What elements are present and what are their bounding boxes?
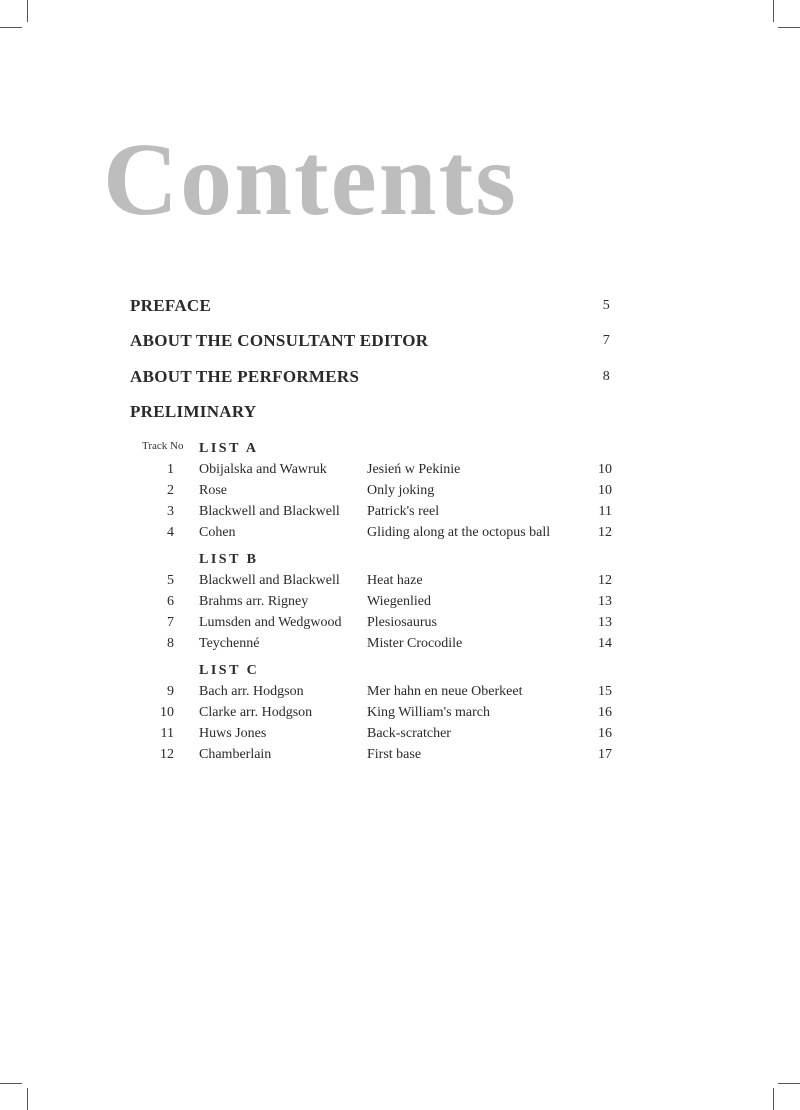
crop-mark <box>0 1083 22 1084</box>
toc-entry-preface[interactable] <box>130 296 610 316</box>
composer: Teychenné <box>199 636 260 651</box>
piece-title: Heat haze <box>367 573 423 588</box>
crop-mark <box>778 1083 800 1084</box>
track-number: 11 <box>160 726 174 741</box>
composer: Blackwell and Blackwell <box>199 504 340 519</box>
crop-mark <box>27 1088 28 1110</box>
crop-mark <box>778 27 800 28</box>
toc-entry-label: ABOUT THE PERFORMERS <box>130 367 360 386</box>
track-number: 7 <box>167 615 174 630</box>
piece-title: Wiegenlied <box>367 594 431 609</box>
piece-title: Jesień w Pekinie <box>367 462 461 477</box>
toc-page-number: 7 <box>602 333 610 348</box>
page-number: 10 <box>598 483 612 498</box>
track-number: 1 <box>167 462 174 477</box>
composer: Rose <box>199 483 227 498</box>
list-heading: LIST A <box>199 441 259 456</box>
page-number: 15 <box>598 684 612 699</box>
page-number: 13 <box>598 615 612 630</box>
toc-entry-consultant-editor[interactable] <box>130 331 610 351</box>
track-row[interactable] <box>130 726 612 746</box>
page-number: 13 <box>598 594 612 609</box>
track-number: 5 <box>167 573 174 588</box>
toc-entry-label: PREFACE <box>130 296 212 315</box>
track-number: 6 <box>167 594 174 609</box>
page-number: 14 <box>598 636 612 651</box>
composer: Obijalska and Wawruk <box>199 462 327 477</box>
crop-mark <box>27 0 28 22</box>
track-row[interactable] <box>130 615 612 635</box>
track-number: 3 <box>167 504 174 519</box>
toc-page-number: 8 <box>602 369 610 384</box>
track-row[interactable] <box>130 483 612 503</box>
piece-title: Patrick's reel <box>367 504 440 519</box>
composer: Brahms arr. Rigney <box>199 594 309 609</box>
page-number: 10 <box>598 462 612 477</box>
track-number-header: Track No <box>142 440 184 452</box>
track-row[interactable] <box>130 636 612 656</box>
page-number: 17 <box>598 747 612 762</box>
track-row[interactable] <box>130 462 612 482</box>
composer: Blackwell and Blackwell <box>199 573 340 588</box>
track-number: 8 <box>167 636 174 651</box>
track-row[interactable] <box>130 525 612 545</box>
toc-page-number: 5 <box>602 298 610 313</box>
composer: Chamberlain <box>199 747 272 762</box>
track-row[interactable] <box>130 747 612 767</box>
page-number: 12 <box>598 573 612 588</box>
page-number: 16 <box>598 726 612 741</box>
toc-entry-preliminary[interactable] <box>130 402 610 422</box>
piece-title: Mer hahn en neue Oberkeet <box>367 684 523 699</box>
page-number: 11 <box>598 504 612 519</box>
track-row[interactable] <box>130 594 612 614</box>
crop-mark <box>773 0 774 22</box>
list-heading: LIST B <box>199 552 259 567</box>
track-number: 10 <box>160 705 174 720</box>
list-heading: LIST C <box>199 663 260 678</box>
piece-title: Back-scratcher <box>367 726 451 741</box>
composer: Cohen <box>199 525 236 540</box>
piece-title: Mister Crocodile <box>367 636 463 651</box>
track-number: 2 <box>167 483 174 498</box>
composer: Clarke arr. Hodgson <box>199 705 313 720</box>
piece-title: Only joking <box>367 483 435 498</box>
track-row[interactable] <box>130 705 612 725</box>
page-title: Contents <box>103 122 518 237</box>
piece-title: King William's march <box>367 705 491 720</box>
composer: Huws Jones <box>199 726 267 741</box>
track-number: 4 <box>167 525 174 540</box>
track-row[interactable] <box>130 504 612 524</box>
page-number: 12 <box>598 525 612 540</box>
track-row[interactable] <box>130 573 612 593</box>
piece-title: Gliding along at the octopus ball <box>367 525 551 540</box>
piece-title: Plesiosaurus <box>367 615 437 630</box>
track-number: 12 <box>160 747 174 762</box>
toc-entry-performers[interactable] <box>130 367 610 387</box>
track-number: 9 <box>167 684 174 699</box>
composer: Lumsden and Wedgwood <box>199 615 342 630</box>
crop-mark <box>773 1088 774 1110</box>
toc-entry-label: ABOUT THE CONSULTANT EDITOR <box>130 331 429 350</box>
toc-entry-label: PRELIMINARY <box>130 402 257 421</box>
composer: Bach arr. Hodgson <box>199 684 304 699</box>
piece-title: First base <box>367 747 422 762</box>
page-number: 16 <box>598 705 612 720</box>
track-row[interactable] <box>130 684 612 704</box>
crop-mark <box>0 27 22 28</box>
